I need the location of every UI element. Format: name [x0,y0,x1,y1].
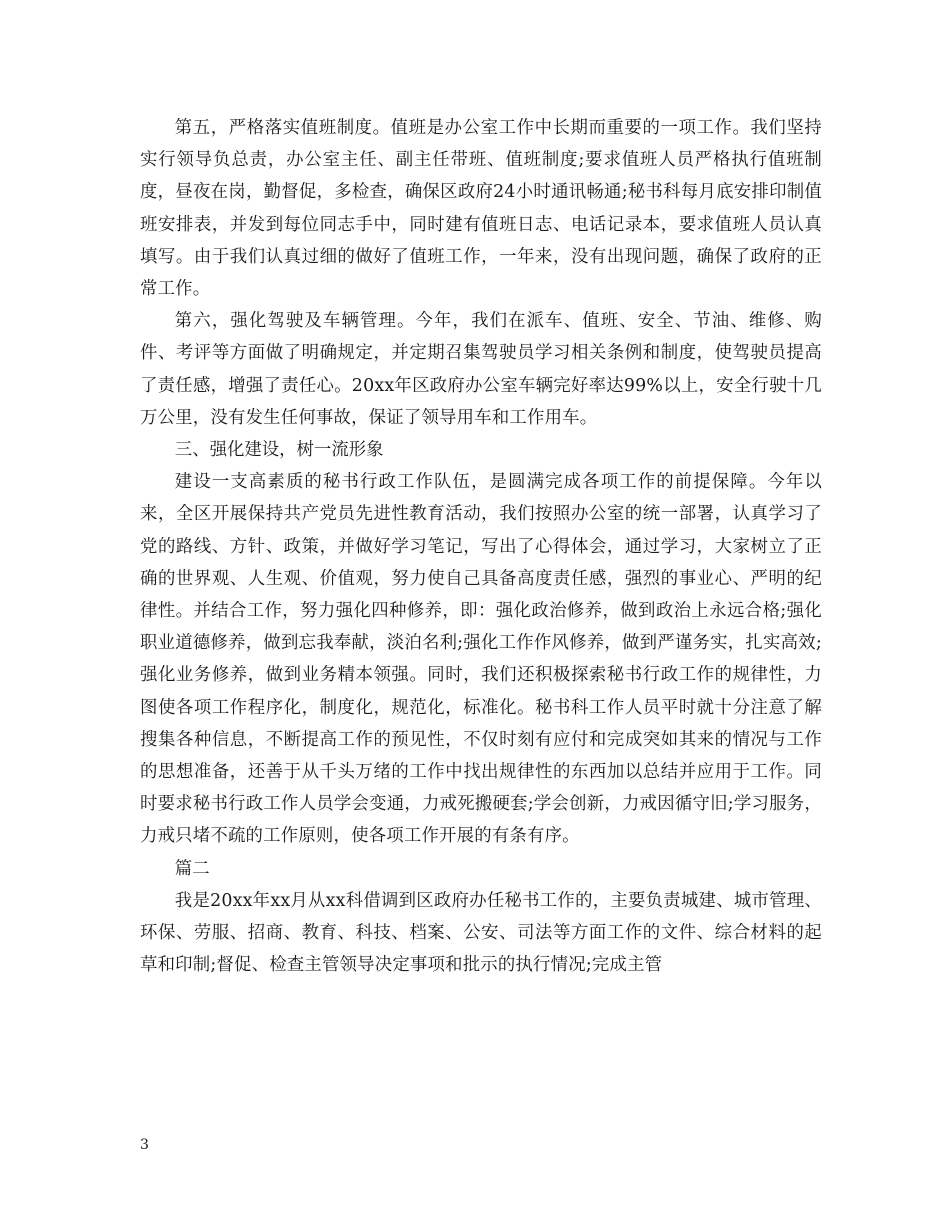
page-number: 3 [140,1137,149,1153]
paragraph-vehicle-management: 第六，强化驾驶及车辆管理。今年，我们在派车、值班、安全、节油、维修、购件、考评等方面做了明确规定，并定期召集驾驶员学习相关条例和制度，使驾驶员提高了责任感，增强了责任心。20xx年区政府办公室车辆完好率达99%以上，安全行驶十几万公里，没有发生任何事故，保证了领导用车和工作用车。 [140,311,822,428]
paragraph-team-building: 建设一支高素质的秘书行政工作队伍，是圆满完成各项工作的前提保障。今年以来，全区开展保持共产党员先进性教育活动，我们按照办公室的统一部署，认真学习了党的路线、方针、政策，并做好学习笔记，写出了心得体会，通过学习，大家树立了正确的世界观、人生观、价值观，努力使自己具备高度责任感，强烈的事业心、严明的纪律性。并结合工作，努力强化四种修养，即：强化政治修养，做到政治上永远合格;强化职业道德修养，做到忘我奉献，淡泊名利;强化工作作风修养，做到严谨务实，扎实高效;强化业务修养，做到业务精本领强。同时，我们还积极探索秘书行政工作的规律性，力图使各项工作程序化，制度化，规范化，标准化。秘书科工作人员平时就十分注意了解搜集各种信息，不断提高工作的预见性，不仅时刻有应付和完成突如其来的情况与工作的思想准备，还善于从千头万绪的工作中找出规律性的东西加以总结并应用于工作。同时要求秘书行政工作人员学会变通，力戒死搬硬套;学会创新，力戒因循守旧;学习服务，力戒只堵不疏的工作原则，使各项工作开展的有条有序。 [140,472,822,847]
section-heading: 三、强化建设，树一流形象 [174,440,384,461]
paragraph-duty-system: 第五，严格落实值班制度。值班是办公室工作中长期而重要的一项工作。我们坚持实行领导负总责，办公室主任、副主任带班、值班制度;要求值班人员严格执行值班制度，昼夜在岗，勤督促，多检查，确保区政府24小时通讯畅通;秘书科每月底安排印制值班安排表，并发到每位同志手中，同时建有值班日志、电话记录本，要求值班人员认真填写。由于我们认真过细的做好了值班工作，一年来，没有出现问题，确保了政府的正常工作。 [140,118,822,300]
document-body [140,112,822,981]
paragraph-part-two-intro: 我是20xx年xx月从xx科借调到区政府办任秘书工作的，主要负责城建、城市管理、环保、劳服、招商、教育、科技、档案、公安、司法等方面工作的文件、综合材料的起草和印制;督促、检查主管领导决定事项和批示的执行情况;完成主管 [140,890,822,976]
part-two-heading: 篇二 [174,858,210,879]
